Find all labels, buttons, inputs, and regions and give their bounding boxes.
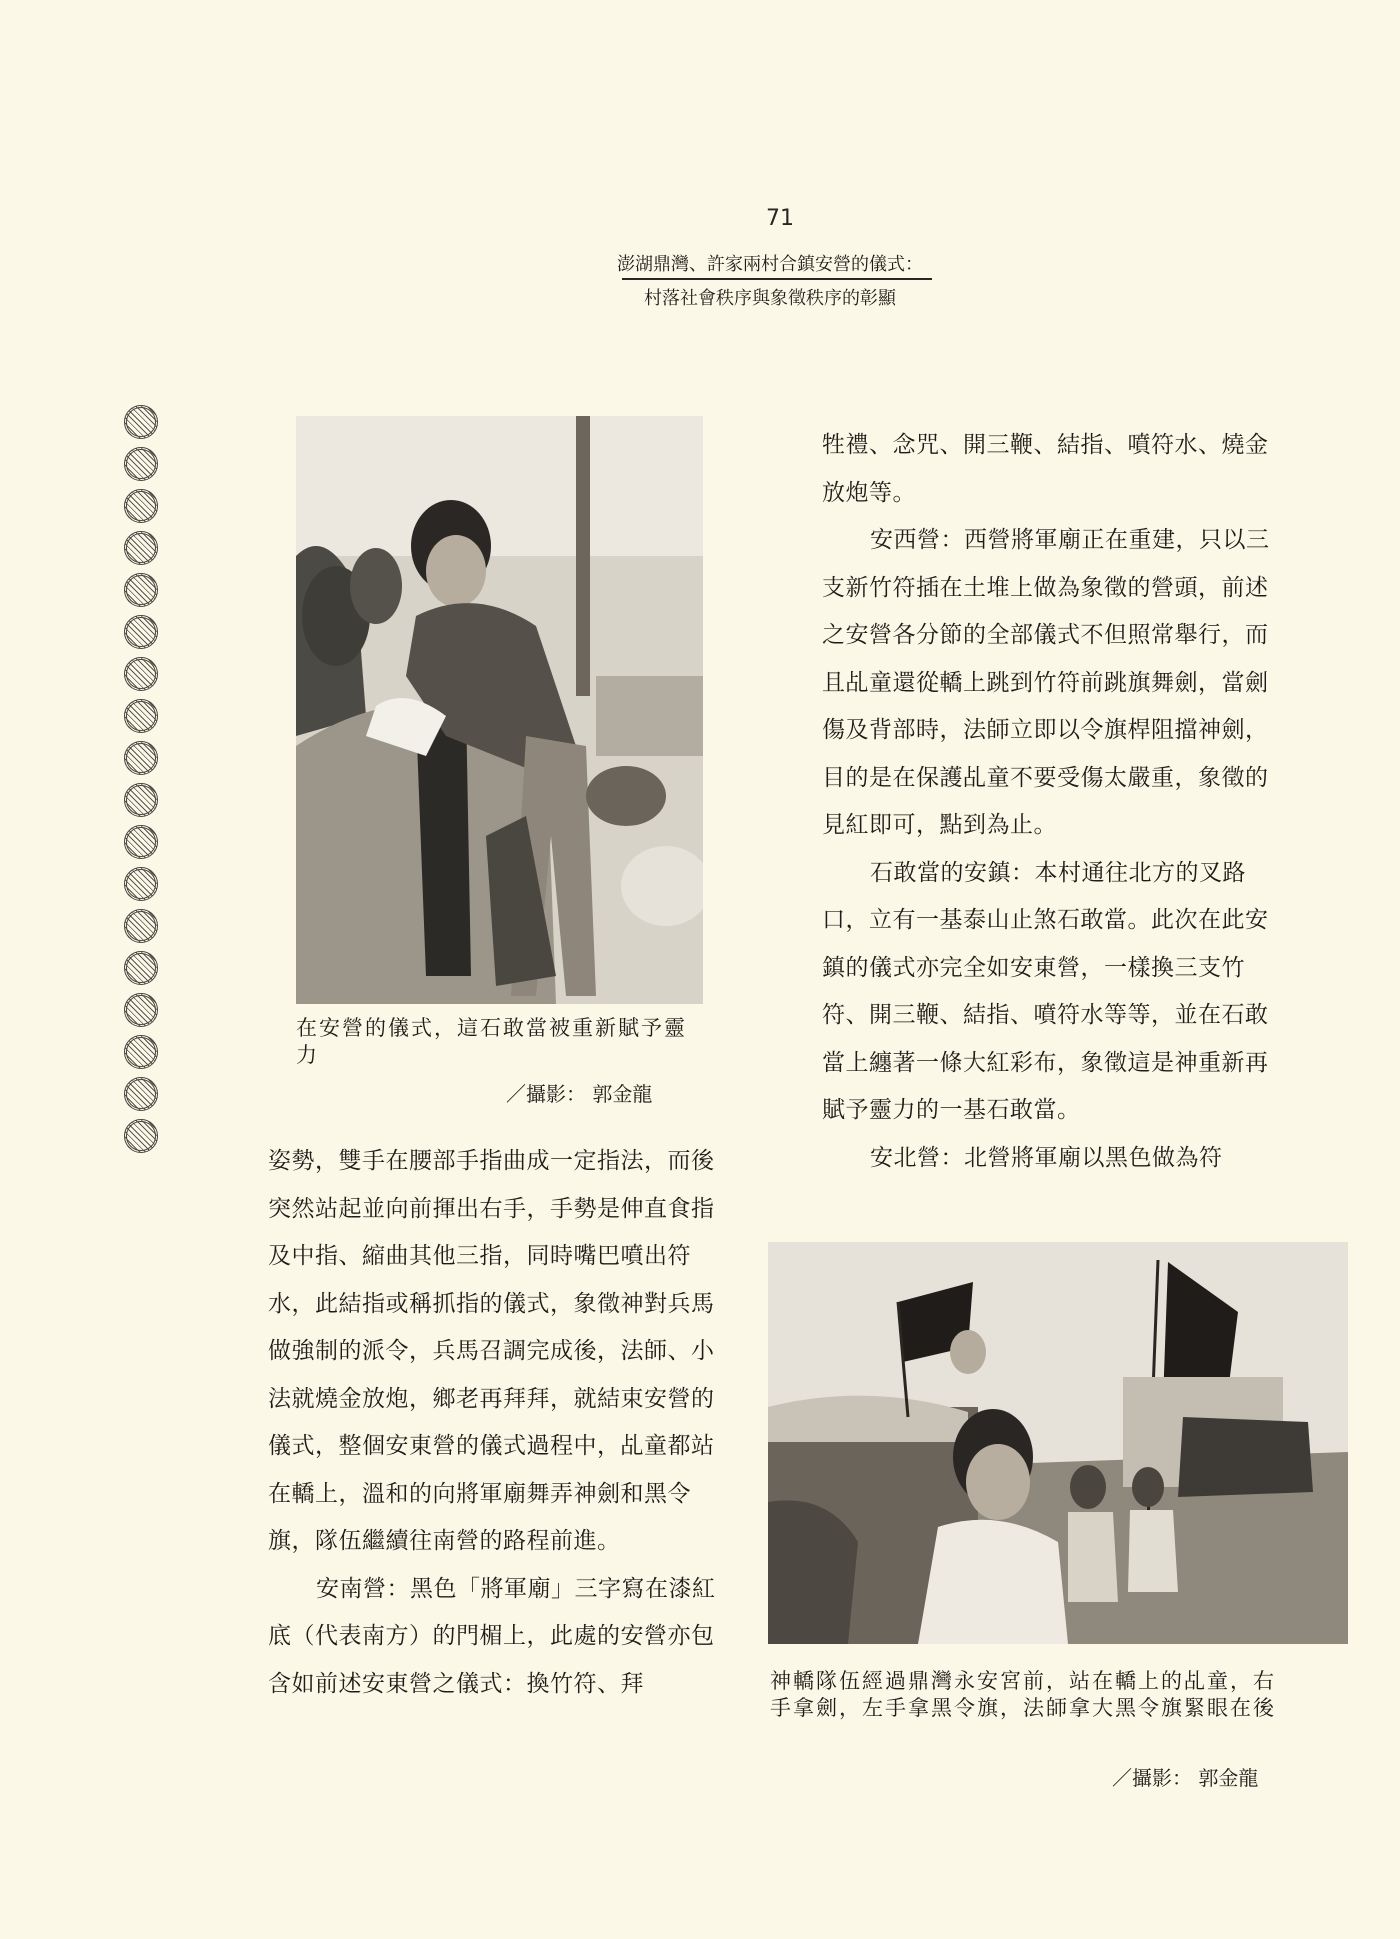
ornament-icon xyxy=(124,615,158,649)
right-text-column xyxy=(822,422,1282,1182)
ornament-icon xyxy=(124,1119,158,1153)
figure1-caption: 在安營的儀式，這石敢當被重新賦予靈力 xyxy=(296,1016,687,1067)
ornament-icon xyxy=(124,951,158,985)
ornament-icon xyxy=(124,657,158,691)
ornament-icon xyxy=(124,867,158,901)
right-paragraph-1: 牲禮、念咒、開三鞭、結指、噴符水、燒金放炮等。 xyxy=(822,432,1269,506)
ornament-icon xyxy=(124,699,158,733)
ornament-icon xyxy=(124,1077,158,1111)
ornament-icon xyxy=(124,909,158,943)
ornament-icon xyxy=(124,405,158,439)
ornament-icon xyxy=(124,741,158,775)
figure2-credit: ／攝影： 郭金龍 xyxy=(1112,1766,1259,1790)
ornament-icon xyxy=(124,825,158,859)
running-title-line2: 村落社會秩序與象徵秩序的彰顯 xyxy=(644,288,896,309)
left-paragraph-1: 姿勢，雙手在腰部手指曲成一定指法，而後突然站起並向前揮出右手，手勢是伸直食指及中指、縮曲其他三指，同時嘴巴噴出符水，此結指或稱抓指的儀式，象徵神對兵馬做強制的派令，兵馬召調完成後，法師、小法就燒金放炮，鄉老再拜拜，就結束安營的儀式，整個安東營的儀式過程中，乩童都站在轎上，溫和的向將軍廟舞弄神劍和黑令旗，隊伍繼續往南營的路程前進。 xyxy=(268,1148,715,1554)
page-number: 71 xyxy=(766,206,794,231)
running-title-line1: 澎湖鼎灣、許家兩村合鎮安營的儀式： xyxy=(617,254,923,275)
figure1-credit: ／攝影： 郭金龍 xyxy=(506,1082,653,1106)
ornament-icon xyxy=(124,447,158,481)
left-paragraph-2: 安南營：黑色「將軍廟」三字寫在漆紅底（代表南方）的門楣上，此處的安營亦包含如前述安東營之儀式：換竹符、拜 xyxy=(268,1575,716,1697)
ornament-icon xyxy=(124,993,158,1027)
left-text-column xyxy=(268,1138,728,1708)
ornament-icon xyxy=(124,531,158,565)
ornament-icon xyxy=(124,573,158,607)
header-rule xyxy=(622,278,932,280)
photo-procession xyxy=(768,1242,1348,1644)
ornament-icon xyxy=(124,1035,158,1069)
right-paragraph-2: 安西營：西營將軍廟正在重建，只以三支新竹符插在土堆上做為象徵的營頭，前述之安營各分節的全部儀式不但照常舉行，而且乩童還從轎上跳到竹符前跳旗舞劍，當劍傷及背部時，法師立即以令旗桿阻擋神劍，目的是在保護乩童不要受傷太嚴重，象徵的見紅即可，點到為止。 xyxy=(822,527,1270,838)
right-paragraph-4: 安北營：北營將軍廟以黑色做為符 xyxy=(870,1144,1223,1171)
figure2-caption: 神轎隊伍經過鼎灣永安宮前，站在轎上的乩童，右手拿劍，左手拿黑令旗，法師拿大黑令旗緊眼在後 xyxy=(770,1669,1276,1720)
right-paragraph-3: 石敢當的安鎮：本村通往北方的叉路口，立有一基泰山止煞石敢當。此次在此安鎮的儀式亦完全如安東營，一樣換三支竹符、開三鞭、結指、噴符水等等，並在石敢當上纏著一條大紅彩布，象徵這是神重新再賦予靈力的一基石敢當。 xyxy=(822,859,1269,1123)
ornament-column xyxy=(124,405,164,1161)
ornament-icon xyxy=(124,783,158,817)
ornament-icon xyxy=(124,489,158,523)
photo-stone-ritual xyxy=(296,416,703,1004)
